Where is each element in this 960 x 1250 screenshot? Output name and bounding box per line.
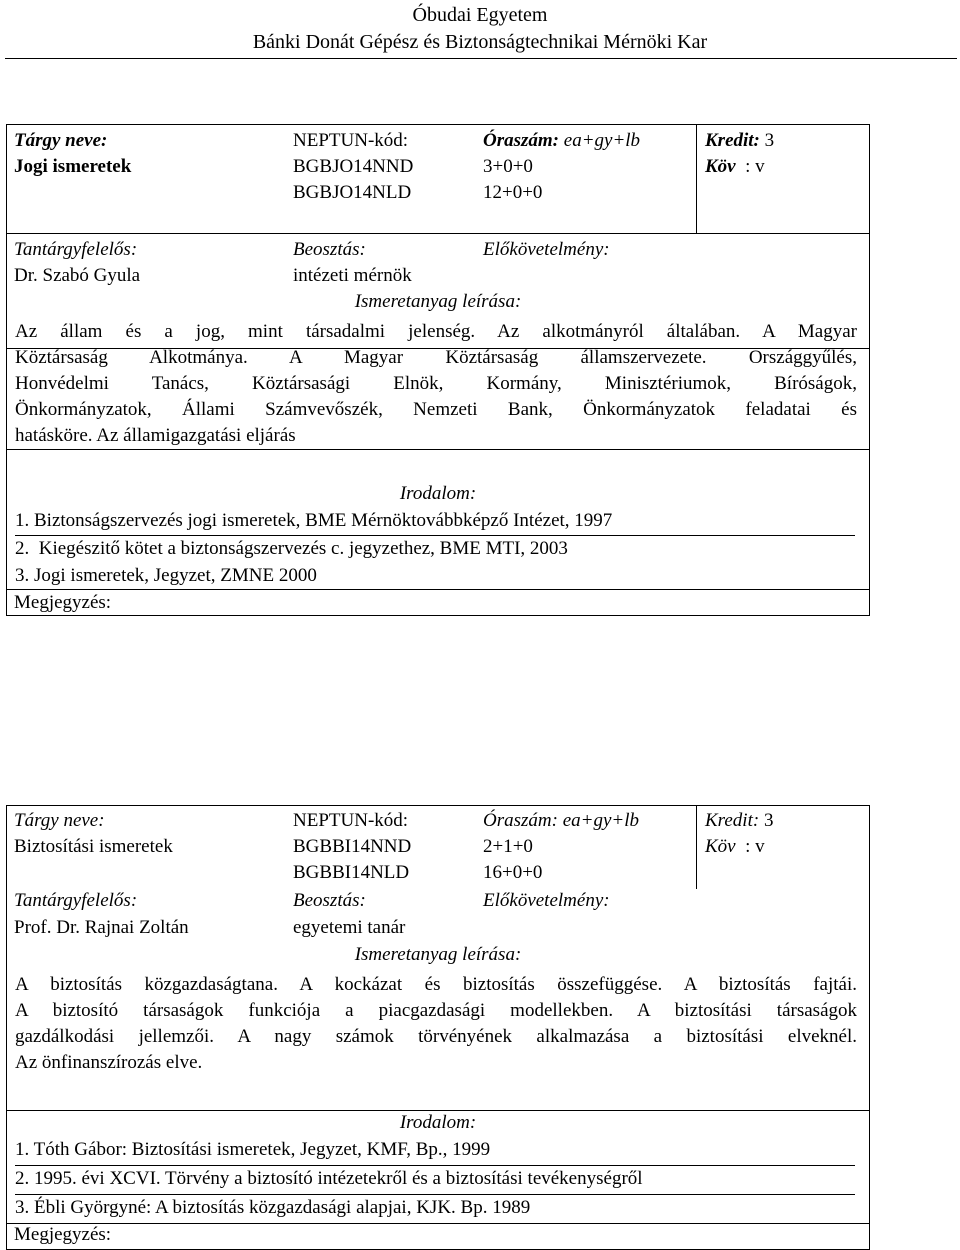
literature-label: Irodalom: — [399, 483, 477, 504]
subject-name: Jogi ismeretek — [14, 156, 132, 177]
position-value: egyetemi tanár — [293, 917, 406, 938]
hours-type: ea+gy+lb — [559, 130, 641, 151]
description-line: Az önfinanszírozás elve. — [15, 1052, 203, 1073]
neptun-code: BGBBI14NLD — [293, 862, 410, 883]
description-line: A biztosítás közgazdaságtana. A kockázat és biztosítás összefüggése. A biztosítás fajtái. — [15, 974, 857, 995]
requirement-line — [705, 154, 765, 180]
requirement-line — [705, 834, 765, 860]
column-divider — [696, 125, 697, 233]
requirement-label: Köv — [705, 156, 736, 177]
literature-label: Irodalom: — [399, 1112, 477, 1133]
description-label: Ismeretanyag leírása: — [354, 944, 522, 965]
requirement-value: v — [755, 836, 765, 857]
notes-label: Megjegyzés: — [14, 592, 112, 613]
responsible-name: Prof. Dr. Rajnai Zoltán — [14, 917, 189, 938]
description-line: Az állam és a jog, mint társadalmi jelenség. Az alkotmányról általában. A Magyar — [15, 321, 857, 342]
description-line: A biztosító társaságok funkciója a piacgazdasági modellekben. A biztosítási társaságok — [15, 1000, 857, 1021]
literature-item: 1. Tóth Gábor: Biztosítási ismeretek, Jegyzet, KMF, Bp., 1999 — [15, 1137, 855, 1166]
literature-item: 3. Ébli Györgyné: A biztosítás közgazdasági alapjai, KJK. Bp. 1989 — [15, 1197, 531, 1218]
credit-line — [705, 808, 773, 834]
subject-name: Biztosítási ismeretek — [14, 836, 173, 857]
position-value: intézeti mérnök — [293, 265, 412, 286]
hours-label: Óraszám: — [483, 130, 560, 151]
description-line: Köztársaság Alkotmánya. A Magyar Köztársaság államszervezete. Országgyűlés, — [15, 347, 857, 368]
literature-item: 1. Biztonságszervezés jogi ismeretek, BME Mérnöktovábbképző Intézet, 1997 — [15, 508, 855, 536]
hours-value: 3+0+0 — [483, 156, 533, 177]
requirement-separator: : — [735, 156, 756, 177]
description-line: Honvédelmi Tanács, Köztársasági Elnök, Kormány, Minisztériumok, Bíróságok, — [15, 373, 857, 394]
neptun-label: NEPTUN-kód: — [293, 130, 409, 151]
notes-label: Megjegyzés: — [14, 1224, 112, 1245]
responsible-label: Tantárgyfelelős: — [14, 239, 138, 260]
credit-value: 3 — [759, 810, 774, 831]
subject-label: Tárgy neve: — [14, 810, 105, 831]
literature-item: 3. Jogi ismeretek, Jegyzet, ZMNE 2000 — [15, 565, 317, 586]
credit-value: 3 — [759, 130, 775, 151]
hours-line — [483, 128, 640, 154]
description-text — [15, 319, 857, 449]
row-divider — [7, 449, 869, 450]
faculty-name: Bánki Donát Gépész és Biztonságtechnikai Mérnöki Kar — [252, 31, 708, 53]
hours-line — [483, 808, 639, 834]
literature-item: 2. Kiegészitő kötet a biztonságszervezés c. jegyzethez, BME MTI, 2003 — [15, 538, 568, 559]
responsible-name: Dr. Szabó Gyula — [14, 265, 141, 286]
column-divider — [696, 806, 697, 889]
neptun-code: BGBBI14NND — [293, 836, 412, 857]
literature-item: 2. 1995. évi XCVI. Törvény a biztosító intézetekről és a biztosítási tevékenységről — [15, 1166, 855, 1195]
hours-type: ea+gy+lb — [557, 810, 639, 831]
requirement-value: v — [755, 156, 765, 177]
credit-label: Kredit: — [705, 130, 760, 151]
course-card-biztositasi-ismeretek — [6, 805, 870, 1250]
requirement-label: Köv — [705, 836, 736, 857]
literature-list — [15, 508, 855, 590]
hours-value: 2+1+0 — [483, 836, 533, 857]
hours-label: Óraszám: — [483, 810, 558, 831]
literature-list — [15, 1137, 855, 1222]
description-text — [15, 972, 857, 1076]
prerequisite-label: Előkövetelmény: — [483, 239, 610, 260]
course-card-jogi-ismeretek — [6, 124, 870, 616]
description-line: hatásköre. Az államigazgatási eljárás — [15, 425, 296, 446]
university-name: Óbudai Egyetem — [412, 4, 548, 26]
responsible-label: Tantárgyfelelős: — [14, 890, 138, 911]
row-divider — [7, 1223, 869, 1224]
neptun-code: BGBJO14NLD — [293, 182, 412, 203]
subject-label: Tárgy neve: — [14, 130, 108, 151]
description-line: gazdálkodási jellemzői. A nagy számok törvényének alkalmazása a biztosítási elveknél. — [15, 1026, 857, 1047]
description-line: Önkormányzatok, Állami Számvevőszék, Nemzeti Bank, Önkormányzatok feladatai és — [15, 399, 857, 420]
hours-value: 16+0+0 — [483, 862, 543, 883]
requirement-separator: : — [735, 836, 756, 857]
row-divider — [7, 233, 869, 234]
credit-label: Kredit: — [705, 810, 760, 831]
document-header — [0, 2, 960, 56]
position-label: Beosztás: — [293, 239, 366, 260]
neptun-code: BGBJO14NND — [293, 156, 414, 177]
credit-line — [705, 128, 774, 154]
header-divider — [5, 58, 957, 59]
neptun-label: NEPTUN-kód: — [293, 810, 409, 831]
position-label: Beosztás: — [293, 890, 366, 911]
hours-value: 12+0+0 — [483, 182, 543, 203]
prerequisite-label: Előkövetelmény: — [483, 890, 610, 911]
description-label: Ismeretanyag leírása: — [354, 291, 522, 312]
